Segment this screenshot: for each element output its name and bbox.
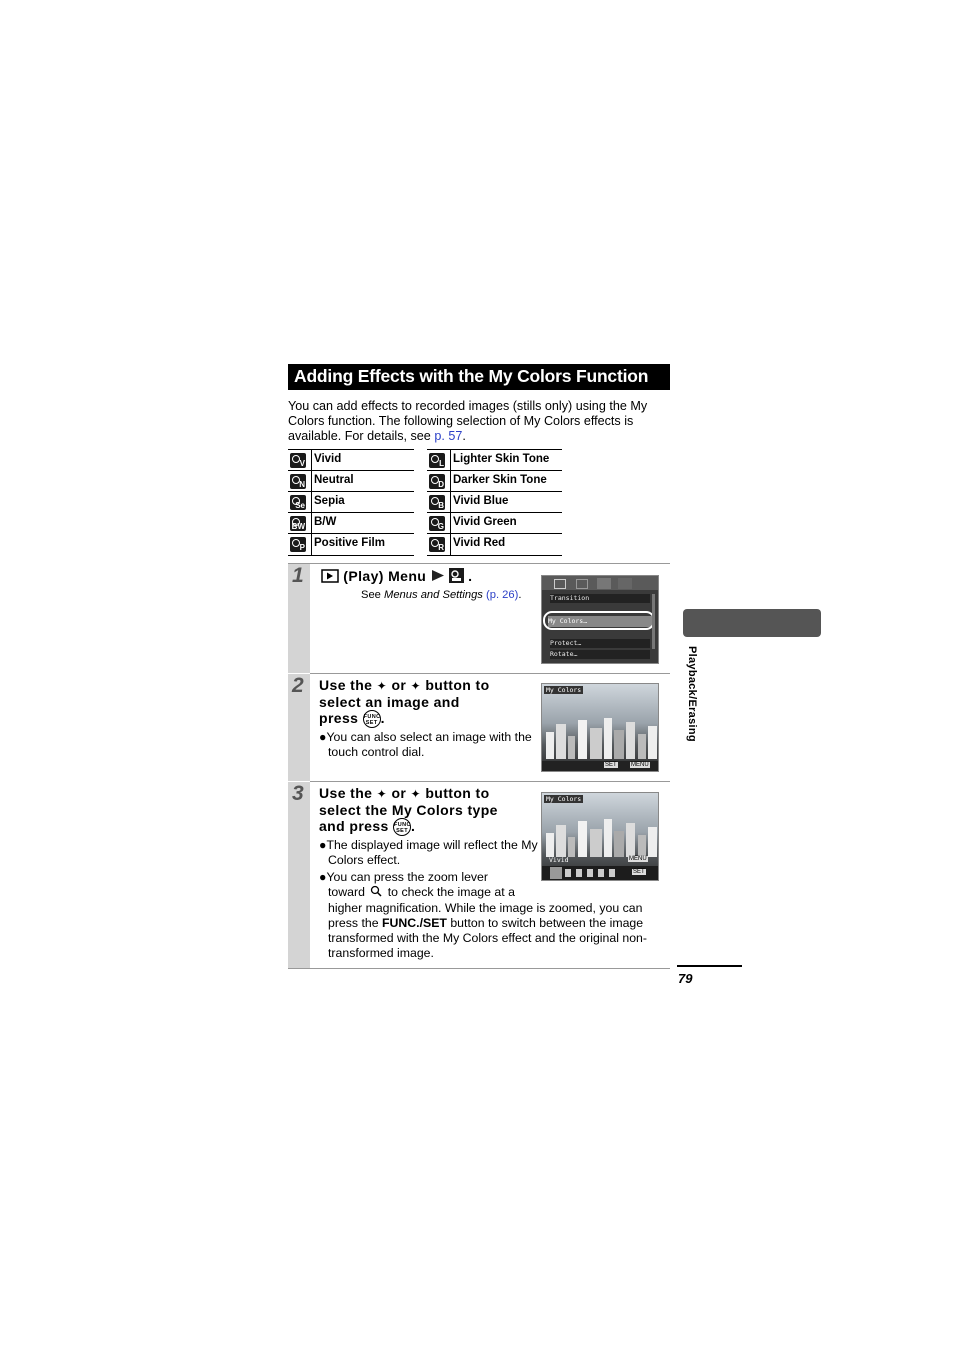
camera-menu-screen [541, 575, 659, 664]
bw-icon [290, 516, 306, 531]
sepia-icon [290, 495, 306, 510]
step-2-heading: Use the ✦ or ✦ button to select an image and press FUNC SET . [319, 677, 490, 727]
steps-top-rule [288, 563, 670, 564]
menu-tab-bar [542, 576, 658, 590]
zoom-magnifier-icon [370, 885, 382, 897]
step-number: 3 [292, 782, 304, 805]
screen-my-colors-label: My Colors [546, 686, 582, 694]
step-3-bullet-1: ●The displayed image will reflect the My Colors effect. [319, 838, 538, 868]
vivid-icon [290, 453, 306, 468]
set-button-label[interactable]: SET [633, 869, 645, 875]
effect-row: R Vivid Red [427, 533, 562, 556]
vivid-green-icon [429, 516, 445, 531]
left-arrow-icon: ✦ [376, 679, 388, 693]
step-3-number-column [288, 782, 310, 968]
chapter-tab [683, 609, 821, 637]
step-number: 1 [292, 564, 304, 587]
step-divider [310, 673, 670, 674]
play-tab-icon [554, 579, 566, 589]
step-2-bullet: ●You can also select an image with the touch control dial. [319, 730, 532, 760]
effect-row: Se Sepia [288, 491, 414, 513]
image-select-screen [541, 683, 659, 772]
menu-item-rotate[interactable]: Rotate… [550, 650, 650, 659]
section-title: Adding Effects with the My Colors Function [294, 366, 649, 386]
city-skyline-image [542, 714, 658, 759]
intro-paragraph: You can add effects to recorded images (stills only) using the My Colors function. The following selection of My Colors effects is available. For details, see p. 57. [288, 399, 648, 443]
step-1-see-reference: See Menus and Settings (p. 26). [361, 589, 522, 601]
menus-settings-page-link[interactable]: (p. 26) [486, 589, 519, 601]
effect-row: N Neutral [288, 470, 414, 492]
selected-effect-icon[interactable] [550, 867, 562, 879]
step-3-bullet-2: ●You can press the zoom lever toward to check the image at a higher magnification. While the image is zoomed, you can press the FUNC./SET button to switch between the image transformed with the My Colors effect and the original non-transformed image. [319, 870, 647, 961]
chapter-tab-label: Playback/Erasing [686, 646, 698, 742]
right-arrow-icon: ✦ [410, 679, 422, 693]
effect-selector-bar [542, 866, 658, 880]
screen-my-colors-label: My Colors [546, 795, 582, 803]
menu-item-transition[interactable]: Transition [550, 594, 650, 603]
vivid-blue-icon [429, 495, 445, 510]
set-button-label[interactable]: SET [605, 762, 617, 768]
func-set-button-icon: FUNC SET [363, 710, 381, 728]
step-divider [310, 781, 670, 782]
menu-item-protect[interactable]: Protect… [550, 639, 650, 648]
screen-status-bar [542, 761, 658, 771]
print-tab-icon [576, 579, 588, 589]
effect-row: L Lighter Skin Tone [427, 449, 562, 471]
my-colors-icon [449, 568, 464, 583]
menu-button-label[interactable]: MENU [629, 856, 647, 862]
page-number-rule [677, 965, 742, 967]
arrow-right-icon [431, 569, 445, 582]
page-number: 79 [678, 971, 693, 986]
mycamera-tab-icon [618, 578, 632, 589]
menu-item-my-colors[interactable]: My Colors… [548, 616, 652, 627]
setup-tab-icon [597, 578, 611, 589]
city-skyline-image [542, 817, 658, 857]
step-2-number-column [288, 674, 310, 781]
darker-skin-icon [429, 474, 445, 489]
step-1-number-column [288, 564, 310, 673]
effect-row: G Vivid Green [427, 512, 562, 534]
effect-row: B Vivid Blue [427, 491, 562, 513]
neutral-icon [290, 474, 306, 489]
step-number: 2 [292, 674, 304, 697]
lighter-skin-icon [429, 453, 445, 468]
effect-row: V Vivid [288, 449, 414, 471]
effect-row: D Darker Skin Tone [427, 470, 562, 492]
screen-effect-name: Vivid [549, 856, 569, 864]
step-3-heading: Use the ✦ or ✦ button to select the My Colors type and press FUNC SET . [319, 785, 498, 835]
effect-row: P Positive Film [288, 533, 414, 556]
section-title-bar [288, 364, 670, 390]
left-arrow-icon: ✦ [376, 787, 388, 801]
step-1-heading: (Play) Menu . [321, 568, 536, 586]
vivid-red-icon [429, 537, 445, 552]
effect-icons-strip[interactable] [565, 869, 617, 877]
menu-button-label[interactable]: MENU [631, 762, 649, 768]
effect-preview-screen [541, 792, 659, 881]
play-icon [321, 569, 339, 583]
effect-row: BW B/W [288, 512, 414, 534]
func-set-button-icon: FUNC SET [393, 818, 411, 836]
intro-page-link[interactable]: p. 57 [434, 429, 463, 443]
positive-film-icon [290, 537, 306, 552]
steps-bottom-rule [288, 968, 670, 969]
right-arrow-icon: ✦ [410, 787, 422, 801]
menu-scrollbar[interactable] [652, 594, 655, 649]
selection-highlight [543, 611, 655, 630]
